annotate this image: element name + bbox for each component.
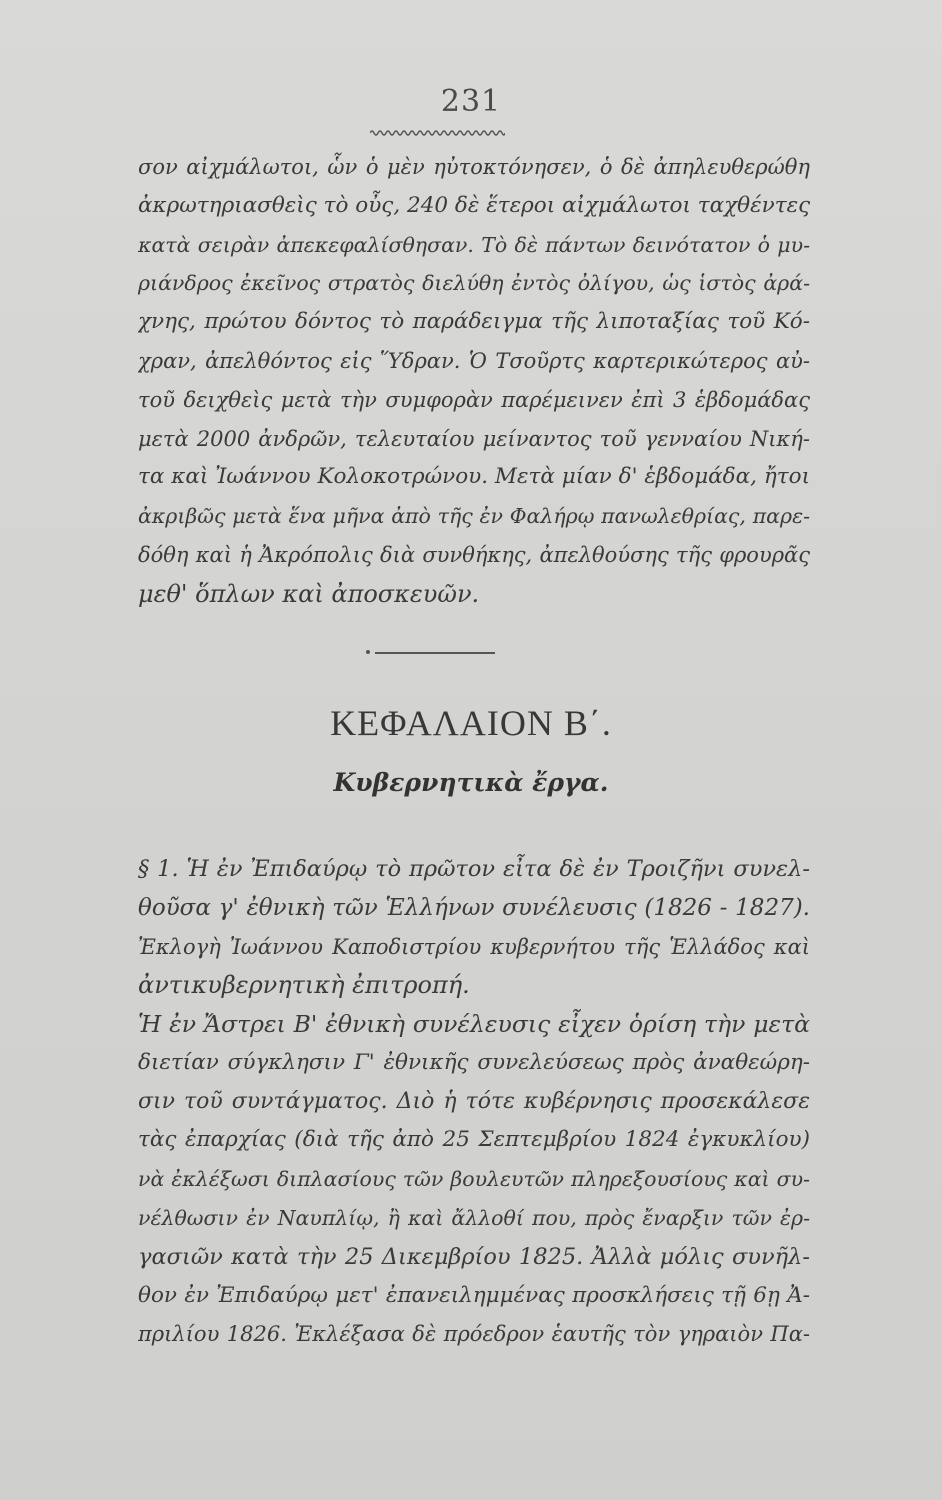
page-number: 231	[440, 84, 502, 119]
text-line: χνης, πρώτου δόντος τὸ παράδειγμα τῆς λιποταξίας τοῦ Κό-	[138, 309, 810, 335]
paragraph-continuation	[138, 148, 810, 614]
text-line: θον ἐν Ἐπιδαύρῳ μετ' ἐπανειλημμένας προσκλήσεις τῇ 6ῃ Ἀ-	[138, 1282, 810, 1308]
text-line: ἀντικυβερνητικὴ ἐπιτροπή.	[138, 971, 470, 1000]
text-line: ριάνδρος ἐκεῖνος στρατὸς διελύθη ἐντὸς ὀλίγου, ὡς ἱστὸς ἀρά-	[138, 271, 810, 296]
text-line: Ἐκλογὴ Ἰωάννου Καποδιστρίου κυβερνήτου τῆς Ἑλλάδος καὶ	[138, 934, 810, 959]
text-line: χραν, ἀπελθόντος εἰς Ὕδραν. Ὁ Τσοῦρτς καρτερικώτερος αὐ-	[138, 348, 810, 373]
text-line: κατὰ σειρὰν ἀπεκεφαλίσθησαν. Τὸ δὲ πάντων δεινότατον ὁ μυ-	[138, 232, 810, 257]
text-line: ἀκριβῶς μετὰ ἕνα μῆνα ἀπὸ τῆς ἐν Φαλήρῳ πανωλεθρίας, παρε-	[138, 504, 810, 529]
text-line: νέλθωσιν ἐν Ναυπλίῳ, ἢ καὶ ἄλλοθί που, πρὸς ἔναρξιν τῶν ἐρ-	[138, 1205, 810, 1230]
separator-dot	[366, 650, 370, 654]
text-line: μετὰ 2000 ἀνδρῶν, τελευταίου μείναντος τοῦ γενναίου Νική-	[138, 426, 810, 451]
text-line: δόθη καὶ ἡ Ἀκρόπολις διὰ συνθήκης, ἀπελθούσης τῆς φρουρᾶς	[138, 542, 810, 567]
text-line: νὰ ἐκλέξωσι διπλασίους τῶν βουλευτῶν πληρεξουσίους καὶ συ-	[138, 1167, 810, 1192]
text-line: σιν τοῦ συντάγματος. Διὸ ἡ τότε κυβέρνησις προσεκάλεσε	[138, 1088, 810, 1114]
section-separator	[375, 652, 495, 654]
chapter-subtitle: Κυβερνητικὰ ἔργα.	[333, 768, 609, 797]
text-line: ἀκρωτηριασθεὶς τὸ οὖς, 240 δὲ ἕτεροι αἰχμάλωτοι ταχθέντες	[138, 192, 810, 218]
text-line: τα καὶ Ἰωάννου Κολοκοτρώνου. Μετὰ μίαν δ' ἑβδομάδα, ἤτοι	[138, 464, 810, 490]
text-line: σον αἰχμάλωτοι, ὧν ὁ μὲν ηὐτοκτόνησεν, ὁ δὲ ἀπηλευθερώθη	[138, 155, 810, 179]
text-line: τὰς ἐπαρχίας (διὰ τῆς ἀπὸ 25 Σεπτεμβρίου 1824 ἐγκυκλίου)	[138, 1127, 810, 1153]
decorative-wavy-rule	[370, 128, 505, 138]
chapter-title: ΚΕΦΑΛΑΙΟΝ Β΄.	[330, 703, 612, 743]
text-line: γασιῶν κατὰ τὴν 25 Δικεμβρίου 1825. Ἀλλὰ μόλις συνῆλ-	[138, 1243, 810, 1270]
section-heading	[138, 850, 810, 1005]
text-line: διετίαν σύγκλησιν Γ' ἐθνικῆς συνελεύσεως πρὸς ἀναθεώρη-	[138, 1049, 810, 1075]
text-line: μεθ' ὅπλων καὶ ἀποσκευῶν.	[138, 579, 480, 608]
text-line: τοῦ δειχθεὶς μετὰ τὴν συμφορὰν παρέμεινεν ἐπὶ 3 ἑβδομάδας	[138, 387, 810, 412]
text-line: πριλίου 1826. Ἐκλέξασα δὲ πρόεδρον ἑαυτῆς τὸν γηραιὸν Πα-	[138, 1322, 810, 1347]
text-line: θοῦσα γ' ἐθνικὴ τῶν Ἑλλήνων συνέλευσις (1826 - 1827).	[138, 894, 810, 921]
body-paragraph	[138, 1005, 810, 1354]
text-line: Ἡ ἐν Ἄστρει Β' ἐθνικὴ συνέλευσις εἶχεν ὁρίση τὴν μετὰ	[138, 1010, 810, 1038]
text-line: § 1. Ἡ ἐν Ἐπιδαύρῳ τὸ πρῶτον εἶτα δὲ ἐν Τροιζῆνι συνελ-	[138, 856, 810, 882]
